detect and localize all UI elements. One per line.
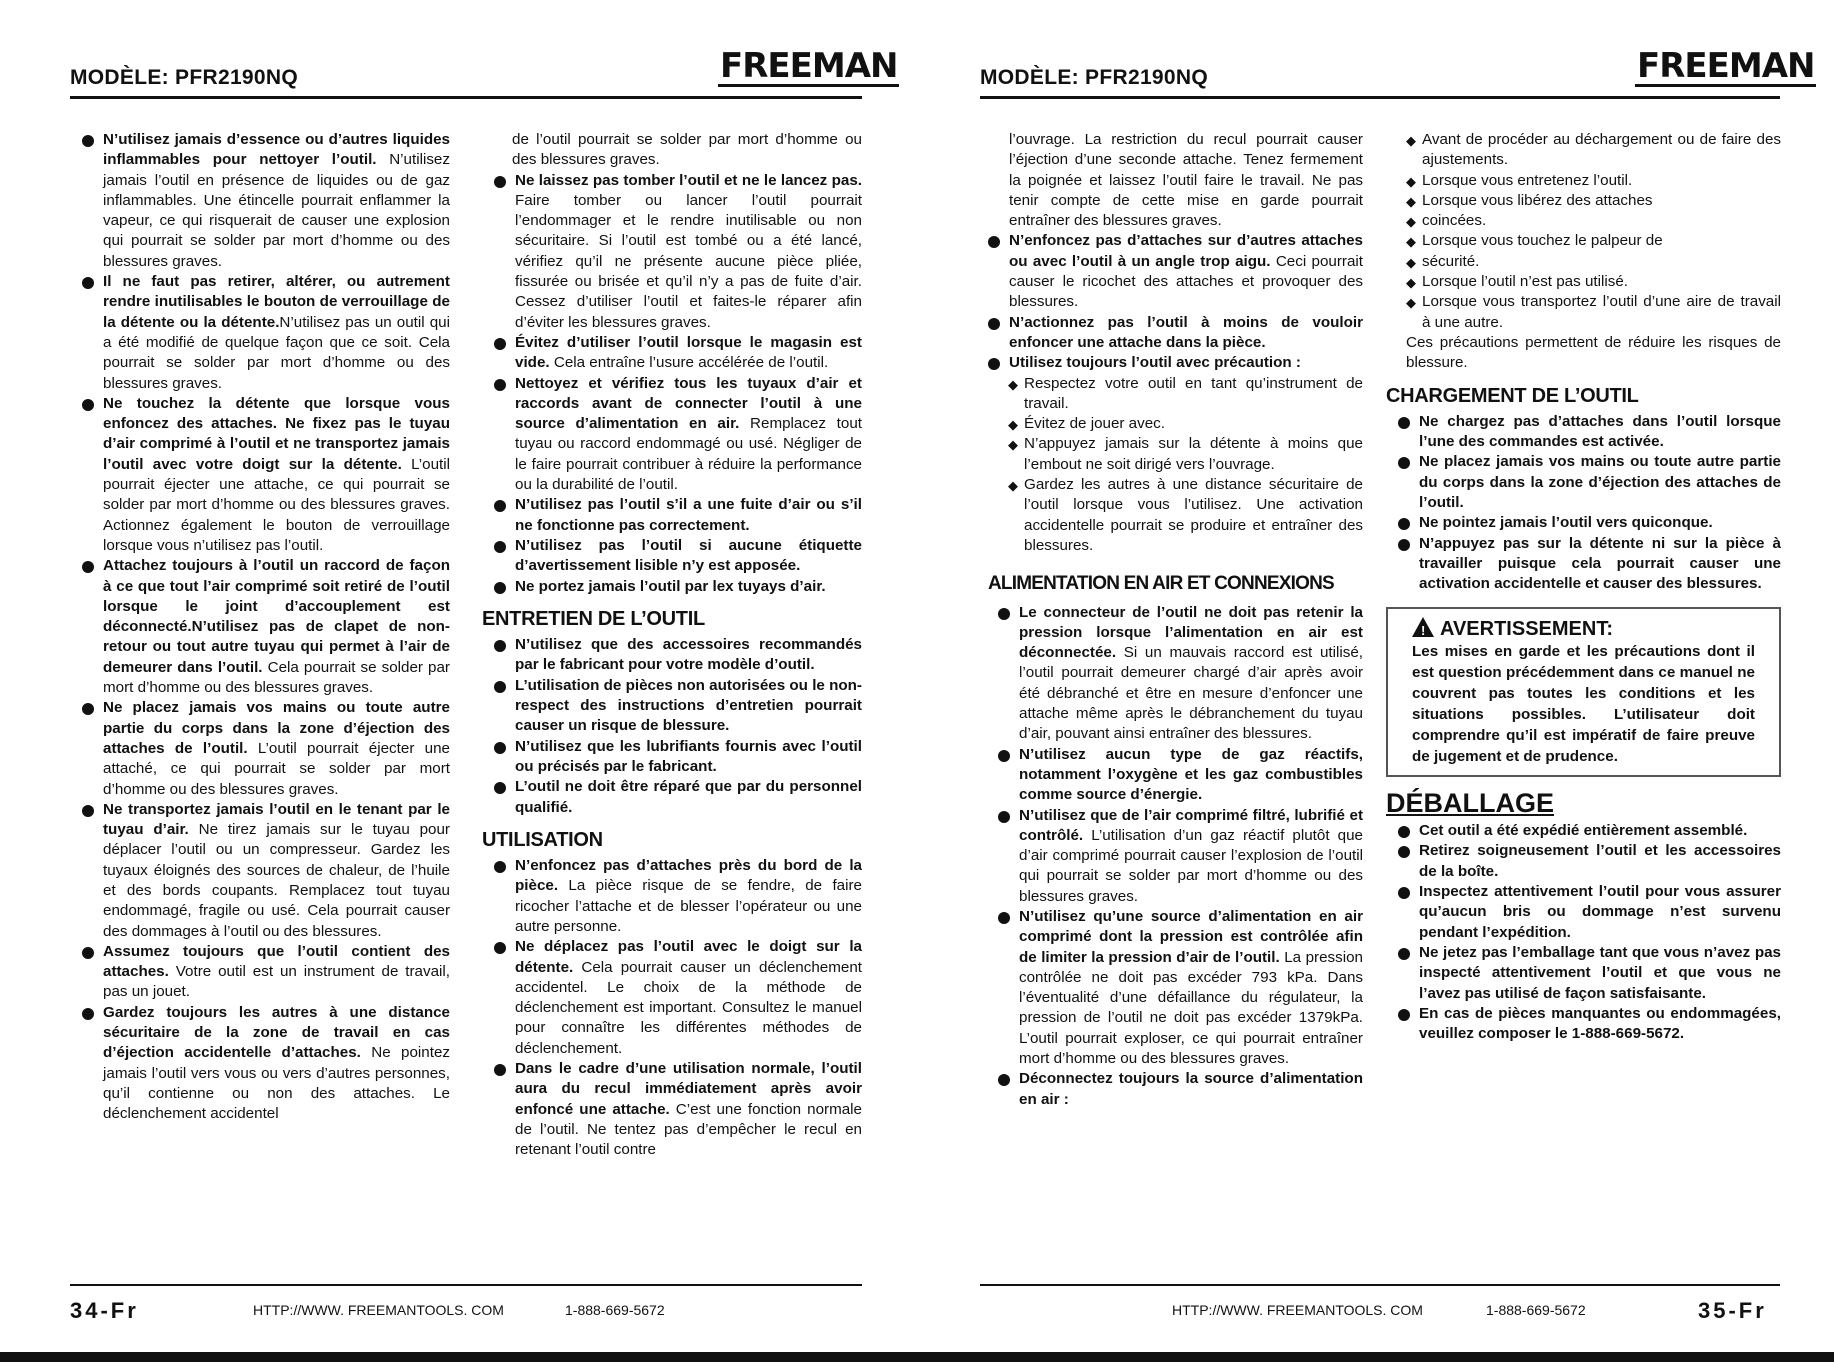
bullet-item: [82, 1003, 450, 1125]
diamond-icon: ◆: [1406, 133, 1416, 148]
diamond-icon: ◆: [1406, 173, 1416, 189]
bullet-icon: [988, 358, 1000, 370]
warning-title: AVERTISSEMENT:: [1440, 617, 1613, 640]
bullet-bold-text: Ne laissez pas tomber l’outil et ne le lancez pas.: [515, 171, 862, 189]
diamond-item: [1386, 231, 1781, 251]
bullet-bold-text: N’utilisez pas l’outil s’il a une fuite d’air ou s’il ne fonctionne pas correctement.: [515, 496, 862, 534]
bullet-item: [1398, 821, 1781, 841]
bullet-icon: [494, 681, 506, 693]
header-rule: [980, 96, 1780, 99]
bullet-item: [494, 577, 862, 597]
diamond-text: sécurité.: [1422, 252, 1480, 270]
bullet-item: [998, 603, 1363, 745]
bullet-item: [494, 1059, 862, 1160]
bullet-item: [82, 556, 450, 698]
diamond-text: Lorsque vous libérez des attaches: [1422, 191, 1653, 209]
diamond-item: [1386, 171, 1781, 191]
bullet-text: La pièce risque de se fendre, de faire ricocher l’attache et de blesser l’opérateur ou une autre personne.: [515, 877, 862, 935]
bullet-bold-text: En cas de pièces manquantes ou endommagées, veuillez composer le 1-888-669-5672.: [1419, 1004, 1781, 1043]
diamond-item: [1386, 211, 1781, 231]
bullet-icon: [1398, 457, 1410, 469]
bullet-item: [1398, 1004, 1781, 1045]
warning-exclamation: !: [1421, 622, 1426, 638]
diamond-item: [1386, 292, 1781, 333]
bullet-bold-text: N’utilisez jamais d’essence ou d’autres liquides inflammables pour nettoyer l’outil.: [103, 131, 450, 169]
diamond-text: Lorsque l’outil n’est pas utilisé.: [1422, 273, 1628, 291]
bullet-text: L’utilisation d’un gaz réactif plutôt que d’air comprimé pourrait causer l’explosion de l’outil qui pourrait se solder par mort d’homme ou des blessures graves.: [1019, 826, 1363, 905]
continued-text: l’ouvrage. La restriction du recul pourrait causer l’éjection d’une seconde attache. Tenez fermement la poignée et laissez l’outil faire le travail. Ne pas tenir compte de cette mise en garde pourrait entraîner des blessures graves.: [1009, 131, 1363, 230]
bullet-item: [494, 495, 862, 536]
diamond-text: Respectez votre outil en tant qu’instrument de travail.: [1024, 374, 1363, 412]
section-title-alimentation: ALIMENTATION EN AIR ET CONNEXIONS: [988, 573, 1334, 595]
bullet-item: [494, 374, 862, 496]
bullet-icon: [988, 318, 1000, 330]
bullet-item: [1398, 452, 1781, 513]
bullet-bold-text: N’enfoncez pas d’attaches près du bord de la pièce.: [515, 857, 862, 895]
bullet-bold-text: Cet outil a été expédié entièrement assemblé.: [1419, 822, 1748, 840]
bullet-text: Votre outil est un instrument de travail, pas un jouet.: [103, 963, 450, 1001]
bullet-text: Ne tirez jamais sur le tuyau pour déplacer l’outil ou un compresseur. Gardez les tuyaux éloignés des sources de chaleur, de l’huile et des bords coupants. Remplacez tout tuyau endommagé, fragile ou usé. Cela pourrait causer des dommages à l’outil ou des blessures.: [103, 821, 450, 940]
bullet-bold-text: Retirez soigneusement l’outil et les accessoires de la boîte.: [1419, 842, 1781, 880]
bullet-item: [494, 737, 862, 778]
bullet-bold-text: L’outil ne doit être réparé que par du personnel qualifié.: [515, 778, 862, 816]
bullet-bold-text: Nettoyez et vérifiez tous les tuyaux d’air et raccords avant de connecter l’outil à une source d’alimentation en air.: [515, 374, 862, 433]
diamond-item: [988, 434, 1363, 475]
footer-phone: 1-888-669-5672: [1486, 1302, 1586, 1318]
freeman-logo: FREEMAN: [720, 46, 898, 86]
bullet-text: La pression contrôlée ne doit pas excéder 793 kPa. Dans l’éventualité d’une défaillance du régulateur, la pression de l’outil ne doit pas excéder 1379kPa. L’outil pourrait exploser, ce qui pourrait entraîner mort d’homme ou des blessures graves.: [1019, 948, 1363, 1068]
bullet-item: [494, 676, 862, 737]
bullet-icon: [998, 1074, 1010, 1086]
diamond-item: [1386, 272, 1781, 292]
bullet-icon: [1398, 518, 1410, 530]
left-column-2: [482, 130, 862, 1161]
diamond-item: [1386, 252, 1781, 272]
diamond-text: Avant de procéder au déchargement ou de faire des ajustements.: [1422, 131, 1781, 169]
bullet-icon: [998, 750, 1010, 762]
bullet-bold-text: Ne déplacez pas l’outil avec le doigt sur la détente.: [515, 938, 862, 976]
bullet-bold-text: N’appuyez pas sur la détente ni sur la pièce à travailler puisque cela pourrait causer une activation accidentelle et causer des blessures.: [1419, 534, 1781, 593]
bullet-bold-text: Ne touchez la détente que lorsque vous enfoncez des attaches. Ne fixez pas le tuyau d’air comprimé à l’outil et ne transportez jamais l’outil avec votre doigt sur la détente.: [103, 394, 450, 473]
bullet-icon: [494, 176, 506, 188]
bullet-item: [1398, 513, 1781, 533]
continued-text: de l’outil pourrait se solder par mort d’homme ou des blessures graves.: [512, 131, 862, 169]
bullet-item: [1398, 534, 1781, 595]
bullet-bold-text: N’actionnez pas l’outil à moins de vouloir enfoncer une attache dans la pièce.: [1009, 313, 1363, 351]
diamond-icon: ◆: [1008, 376, 1018, 392]
bullet-icon: [998, 608, 1010, 620]
bullet-item: [82, 698, 450, 799]
bullet-bold-text: Ne transportez jamais l’outil en le tenant par le tuyau d’air.: [103, 800, 450, 839]
section-title-entretien: ENTRETIEN DE L’OUTIL: [482, 607, 705, 630]
bullet-bold-text: Ne placez jamais vos mains ou toute autre partie du corps dans la zone d’éjection des attaches de l’outil.: [1419, 453, 1781, 512]
bullet-item: [494, 937, 862, 1059]
page-number: 35-Fr: [1698, 1298, 1767, 1323]
bullet-item: [494, 777, 862, 818]
diamond-text: Gardez les autres à une distance sécuritaire de l’outil lorsque vous l’utilisez. Une activation accidentelle pourrait se produire et entraîner des blessures.: [1024, 476, 1363, 554]
bullet-item: [82, 942, 450, 1003]
bullet-icon: [494, 500, 506, 512]
bullet-item: [998, 907, 1363, 1069]
bullet-icon: [988, 236, 1000, 248]
bullet-item: [1398, 882, 1781, 943]
bullet-icon: [82, 277, 94, 289]
bullet-item: [998, 1069, 1363, 1110]
bullet-item: [988, 231, 1363, 312]
diamond-text: Lorsque vous entretenez l’outil.: [1422, 171, 1633, 189]
bullet-bold-text: Attachez toujours à l’outil un raccord de façon à ce que tout l’air comprimé soit retiré de l’outil lorsque le joint d’accouplement est déconnecté.N’utilisez pas de clapet de non-retour ou tout autre tuyau qui permet à l’air de demeurer dans l’outil.: [103, 557, 450, 676]
diamond-item: [1386, 191, 1781, 211]
bullet-icon: [494, 742, 506, 754]
page-number: 34-Fr: [70, 1298, 139, 1323]
warning-body: Les mises en garde et les précautions dont il est question précédemment dans ce manuel ne couvrent pas toutes les conditions et les situations possibles. L’utilisateur doit comprendre qu’il est impératif de faire preuve de jugement et de prudence.: [1412, 642, 1755, 765]
bullet-bold-text: N’utilisez que des accessoires recommandés par le fabricant pour votre modèle d’outil.: [515, 636, 862, 674]
footer-rule: [70, 1284, 862, 1286]
bullet-bold-text: Le connecteur de l’outil ne doit pas retenir la pression lorsque l’alimentation en air est déconnectée.: [1019, 603, 1363, 662]
diamond-icon: ◆: [1008, 478, 1018, 494]
bullet-bold-text: Utilisez toujours l’outil avec précaution :: [1009, 354, 1301, 372]
bullet-bold-text: Dans le cadre d’une utilisation normale, l’outil aura du recul immédiatement après avoir enfoncé une attache.: [515, 1060, 862, 1118]
bullet-bold-text: Évitez d’utiliser l’outil lorsque le magasin est vide.: [515, 333, 862, 372]
section-title-deballage: DÉBALLAGE: [1386, 787, 1554, 818]
bullet-icon: [494, 1064, 506, 1076]
bullet-icon: [494, 338, 506, 350]
bullet-item: [998, 745, 1363, 806]
bullet-text: L’outil pourrait éjecter une attaché, ce qui pourrait se solder par mort d’homme ou des blessures graves.: [103, 739, 450, 798]
bullet-icon: [82, 135, 94, 147]
bullet-icon: [494, 640, 506, 652]
header-rule: [70, 96, 862, 99]
bullet-text: N’utilisez jamais l’outil en présence de liquides ou de gaz inflammables. Une étincelle pourrait enflammer la vapeur, ce qui risquerait de causer une explosion qui pourrait se solder par mort d’homme ou des blessures graves.: [103, 151, 450, 270]
bullet-item: [1398, 841, 1781, 882]
bullet-icon: [1398, 1009, 1410, 1021]
bullet-item: [82, 394, 450, 556]
bullet-bold-text: N’utilisez que les lubrifiants fournis avec l’outil ou précisés par le fabricant.: [515, 737, 862, 775]
bullet-bold-text: Ne placez jamais vos mains ou toute autre partie du corps dans la zone d’éjection des attaches de l’outil.: [103, 699, 450, 757]
section-title-utilisation: UTILISATION: [482, 828, 603, 851]
section-title-chargement: CHARGEMENT DE L’OUTIL: [1386, 384, 1639, 407]
diamond-item: [988, 475, 1363, 556]
footer-url: HTTP://WWW. FREEMANTOOLS. COM: [253, 1302, 504, 1318]
right-column-2: [1386, 130, 1781, 1044]
bullet-item: [1398, 412, 1781, 453]
diamond-icon: ◆: [1406, 275, 1416, 291]
bullet-bold-text: N’utilisez que de l’air comprimé filtré, lubrifié et contrôlé.: [1019, 806, 1363, 844]
bullet-text: Cela pourrait se solder par mort d’homme ou des blessures graves.: [103, 658, 450, 697]
bullet-icon: [82, 805, 94, 817]
bullet-item: [82, 130, 450, 272]
bullet-icon: [494, 582, 506, 594]
bullet-bold-text: Ne chargez pas d’attaches dans l’outil lorsque l’une des commandes est activée.: [1419, 412, 1781, 451]
page-35: [917, 0, 1834, 1362]
diamond-text: Évitez de jouer avec.: [1024, 415, 1165, 433]
bullet-icon: [998, 811, 1010, 823]
freeman-logo: FREEMAN: [1637, 46, 1815, 86]
diamond-icon: ◆: [1406, 254, 1416, 270]
bullet-icon: [494, 782, 506, 794]
footer-url: HTTP://WWW. FREEMANTOOLS. COM: [1172, 1302, 1423, 1318]
scan-edge-bar: [0, 1352, 1834, 1362]
bullet-text: Faire tomber ou lancer l’outil pourrait l’endommager et le rendre inutilisable ou non sécuritaire. Si l’outil est tombé ou a été lancé, vérifiez qu’il ne présente aucune pièce pliée, fissurée ou brisée et qu’il n’y a pas de fuite d’air. Cessez d’utiliser l’outil et faites-le réparer afin d’éviter les blessures graves.: [515, 191, 862, 331]
bullet-icon: [494, 861, 506, 873]
bullet-bold-text: Ne portez jamais l’outil par lex tuyays d’air.: [515, 577, 826, 595]
bullet-text: Ne pointez jamais l’outil vers vous ou vers d’autres personnes, qu’il contienne ou non des attaches. Le déclenchement accidentel: [103, 1044, 451, 1123]
diamond-item: [988, 414, 1363, 434]
diamond-icon: ◆: [1406, 214, 1416, 230]
bullet-item: [998, 806, 1363, 907]
bullet-icon: [998, 912, 1010, 924]
model-header: MODÈLE: PFR2190NQ: [70, 66, 298, 89]
bullet-icon: [494, 541, 506, 553]
right-column-1: [988, 130, 1363, 1110]
diamond-item: [1386, 130, 1781, 171]
model-header: MODÈLE: PFR2190NQ: [980, 66, 1208, 89]
diamond-text: Lorsque vous touchez le palpeur de: [1422, 232, 1663, 250]
bullet-bold-text: N’utilisez aucun type de gaz réactifs, notamment l’oxygène et les gaz combustibles comme source d’énergie.: [1019, 745, 1363, 804]
bullet-icon: [1398, 948, 1410, 960]
diamond-icon: ◆: [1406, 193, 1416, 209]
diamond-icon: ◆: [1406, 234, 1416, 250]
bullet-bold-text: Assumez toujours que l’outil contient des attaches.: [103, 942, 450, 981]
bullet-item: [494, 635, 862, 676]
bullet-text: Si un mauvais raccord est utilisé, l’outil pourrait demeurer chargé d’air après avoir été débranché et être en mesure d’enfoncer une attache même après le débranchement du tuyau d’air, pouvant ainsi entraîner des blessures.: [1019, 644, 1363, 743]
bullet-bold-text: Gardez toujours les autres à une distance sécuritaire de la zone de travail en cas d’éjection accidentelle d’attaches.: [103, 1003, 450, 1062]
bullet-item: [494, 333, 862, 374]
left-column-1: [82, 130, 450, 1125]
bullet-text: Ceci pourrait causer le ricochet des attaches et provoquer des blessures.: [1009, 252, 1363, 311]
bullet-item: [988, 313, 1363, 354]
bullet-item: [494, 171, 862, 333]
footer-rule: [980, 1284, 1780, 1286]
diamond-text: N’appuyez jamais sur la détente à moins que l’embout ne soit dirigé vers l’ouvrage.: [1024, 435, 1363, 473]
bullet-icon: [82, 561, 94, 573]
bullet-bold-text: N’utilisez qu’une source d’alimentation en air comprimé dont la pression est contrôlée afin de limiter la pression d’air de l’outil.: [1019, 907, 1363, 966]
bullet-text: Cela pourrait causer un déclenchement accidentel. Le choix de la méthode de déclenchement est important. Consultez le manuel pour connaître les différentes méthodes de déclenchement.: [515, 958, 862, 1057]
footer-phone: 1-888-669-5672: [565, 1302, 665, 1318]
bullet-bold-text: N’enfoncez pas d’attaches sur d’autres attaches ou avec l’outil à un angle trop aigu.: [1009, 232, 1363, 270]
bullet-item: [988, 353, 1363, 373]
bullet-item: [494, 536, 862, 577]
bullet-bold-text: Ne jetez pas l’emballage tant que vous n’avez pas inspecté attentivement l’outil et que vous ne l’avez pas utilisé de façon satisfaisante.: [1419, 943, 1781, 1002]
bullet-text: Remplacez tout tuyau ou raccord endommagé ou usé. Négliger de le faire pourrait contribuer à réduire la performance ou la durabilité de l’outil.: [515, 415, 862, 494]
bullet-icon: [494, 379, 506, 391]
warning-box: [1386, 607, 1781, 777]
bullet-item: [82, 800, 450, 942]
bullet-item: [494, 856, 862, 937]
bullet-text: C’est une fonction normale de l’outil. Ne tentez pas d’empêcher le recul en retenant l’outil contre: [515, 1100, 862, 1159]
diamond-item: [988, 374, 1363, 415]
bullet-icon: [82, 703, 94, 715]
diamond-icon: ◆: [1406, 295, 1416, 311]
bullet-text: N’utilisez pas un outil qui a été modifié de quelque façon que ce soit. Cela pourrait se solder par mort d’homme ou des blessures graves.: [103, 313, 450, 392]
bullet-icon: [82, 947, 94, 959]
bullet-bold-text: Déconnectez toujours la source d’alimentation en air :: [1019, 1070, 1363, 1108]
bullet-item: [82, 272, 450, 394]
bullet-text: L’outil pourrait éjecter une attache, ce qui pourrait se solder par mort d’homme ou des blessures graves. Actionnez également le bouton de verrouillage lorsque vous n’utilisez pas l’outil.: [103, 455, 450, 554]
diamond-text: Lorsque vous transportez l’outil d’une aire de travail à une autre.: [1422, 293, 1781, 331]
diamond-icon: ◆: [1008, 417, 1018, 433]
bullet-bold-text: Ne pointez jamais l’outil vers quiconque.: [1419, 514, 1713, 532]
bullet-icon: [1398, 846, 1410, 858]
bullet-bold-text: Il ne faut pas retirer, altérer, ou autrement rendre inutilisables le bouton de verrouillage de la détente ou la détente.: [103, 273, 450, 331]
bullet-icon: [82, 1008, 94, 1020]
precautions-note: Ces précautions permettent de réduire les risques de blessure.: [1406, 333, 1781, 372]
bullet-icon: [1398, 887, 1410, 899]
warning-heading: [1412, 615, 1755, 639]
bullet-bold-text: N’utilisez pas l’outil si aucune étiquette d’avertissement lisible n’y est apposée.: [515, 536, 862, 575]
bullet-bold-text: Inspectez attentivement l’outil pour vous assurer qu’aucun bris ou dommage n’est survenu pendant l’expédition.: [1419, 883, 1781, 941]
warning-triangle-icon: [1412, 617, 1434, 637]
diamond-text: coincées.: [1422, 212, 1487, 230]
bullet-text: Cela entraîne l’usure accélérée de l’outil.: [549, 354, 829, 372]
diamond-icon: ◆: [1008, 437, 1018, 453]
bullet-icon: [82, 399, 94, 411]
bullet-icon: [1398, 539, 1410, 551]
bullet-bold-text: L’utilisation de pièces non autorisées ou le non-respect des instructions d’entretien pourrait causer un risque de blessure.: [515, 676, 862, 735]
bullet-item: [1398, 943, 1781, 1004]
bullet-icon: [494, 942, 506, 954]
bullet-icon: [1398, 826, 1410, 838]
bullet-icon: [1398, 417, 1410, 429]
